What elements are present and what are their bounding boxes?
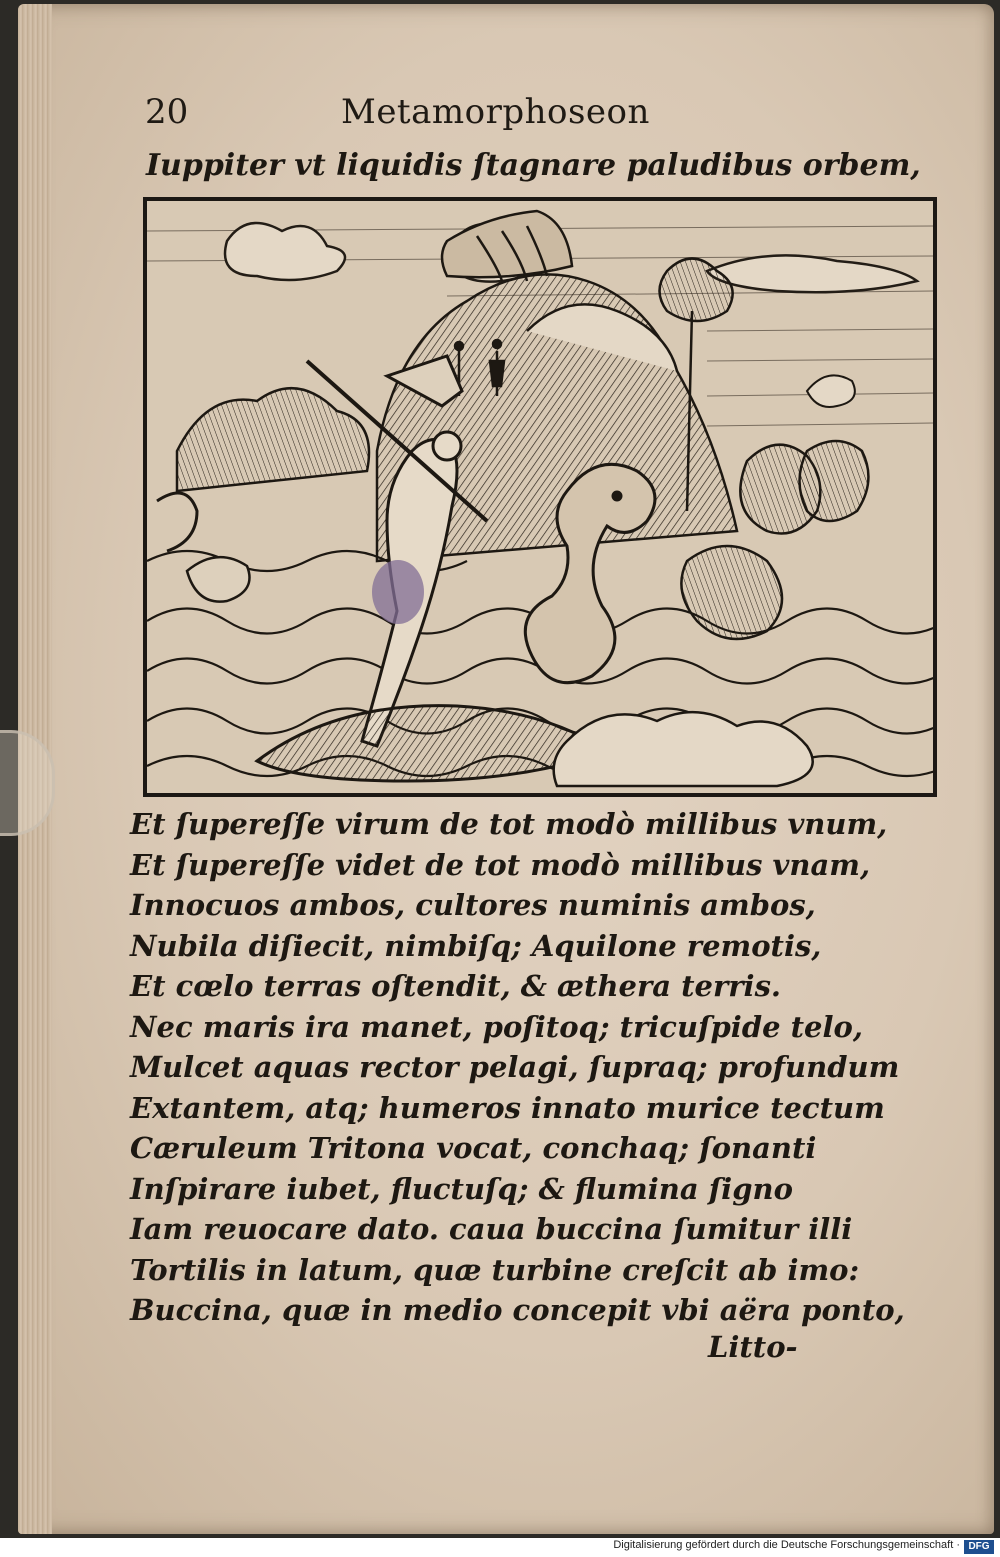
verse-line: Nec maris ira manet, poſitoq; tricuſpide telo, — [130, 1009, 863, 1044]
running-title: Metamorphoseon — [341, 92, 650, 132]
verse-line: Et cœlo terras oſtendit, & æthera terris. — [130, 969, 781, 1003]
verse-list — [130, 804, 905, 1331]
verse-line: Iam reuocare dato. caua buccina ſumitur illi — [130, 1212, 853, 1246]
woodcut-illustration — [143, 197, 937, 797]
verse-line: Mulcet aquas rector pelagi, ſupraq; profundum — [130, 1050, 900, 1084]
verse-line: Innocuos ambos, cultores numinis ambos, — [130, 888, 816, 922]
verse-line: Tortilis in latum, quæ turbine creſcit ab imo: — [130, 1252, 860, 1287]
footer-credit: Digitalisierung gefördert durch die Deutsche Forschungsgemeinschaft · — [613, 1539, 960, 1551]
running-head — [145, 92, 650, 142]
verse-line: Et ſupereſſe virum de tot modò millibus vnum, — [130, 807, 888, 841]
dfg-logo: DFG — [964, 1540, 994, 1554]
verse-line: Nubila diſiecit, nimbiſq; Aquilone remotis, — [130, 928, 822, 963]
page-number: 20 — [145, 92, 189, 132]
verse-line: Inſpirare iubet, fluctuſq; & flumina ſigno — [130, 1171, 793, 1206]
verse-first-line: Iuppiter vt liquidis ſtagnare paludibus orbem, — [146, 148, 921, 183]
verse-line: Extantem, atq; humeros innato murice tectum — [130, 1090, 885, 1125]
catchword: Litto- — [708, 1330, 798, 1364]
library-stamp — [372, 560, 424, 624]
verse-line: Buccina, quæ in medio concepit vbi aëra ponto, — [130, 1293, 905, 1327]
verse-line: Et ſupereſſe videt de tot modò millibus vnam, — [130, 847, 871, 882]
woodcut-drawing — [147, 201, 933, 793]
verse-line: Cæruleum Tritona vocat, conchaq; ſonanti — [130, 1131, 817, 1165]
